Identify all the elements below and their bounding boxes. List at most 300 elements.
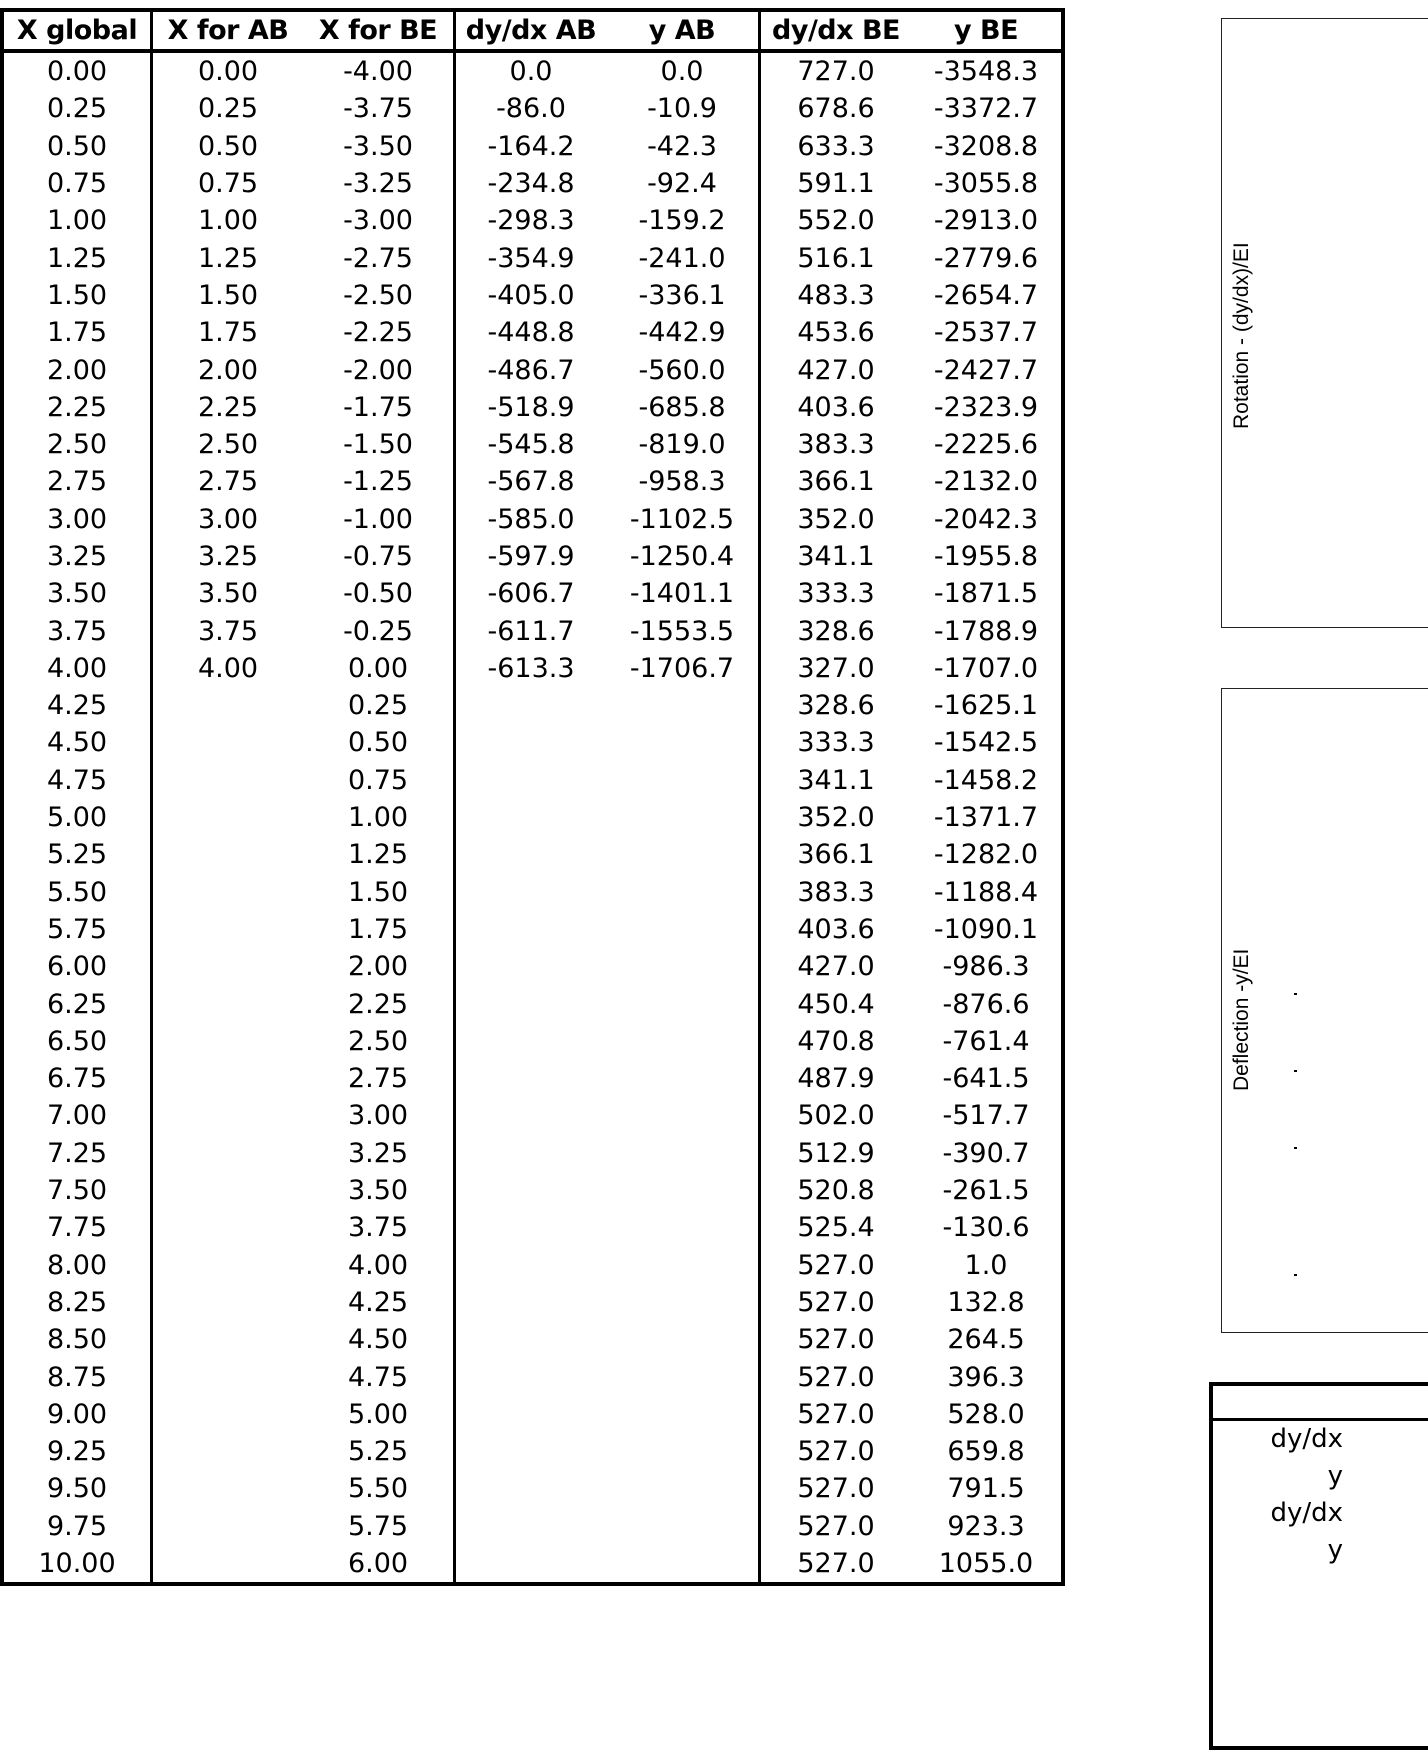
results-sheet bbox=[0, 8, 1065, 1586]
cell-y-be: 396.3 bbox=[911, 1358, 1063, 1395]
cell-x-be: 4.50 bbox=[347, 1324, 409, 1356]
cell-y-ab bbox=[606, 799, 760, 836]
cell-y-ab bbox=[606, 687, 760, 724]
axis-tick bbox=[1294, 1147, 1297, 1149]
cell-y-be: -3548.3 bbox=[911, 51, 1063, 90]
cell-dydx-be: 427.0 bbox=[760, 948, 912, 985]
cell-x-global: 1.00 bbox=[2, 202, 152, 239]
cell-x-ab: 0.00 bbox=[152, 51, 304, 90]
cell-dydx-be: 427.0 bbox=[760, 351, 912, 388]
cell-x-ab: 0.25 bbox=[152, 90, 304, 127]
cell-dydx-ab: -164.2 bbox=[455, 128, 607, 165]
axis-tick bbox=[1294, 993, 1297, 995]
cell-x-be: 1.00 bbox=[347, 802, 409, 834]
cell-y-ab bbox=[606, 1396, 760, 1433]
cell-x-be: 5.75 bbox=[347, 1510, 409, 1542]
cell-dydx-be: 527.0 bbox=[760, 1433, 912, 1470]
cell-y-ab: -159.2 bbox=[638, 205, 726, 237]
cell-x-ab bbox=[152, 1097, 304, 1134]
table-row bbox=[2, 575, 1063, 612]
header-y-ab: y AB bbox=[606, 10, 760, 51]
cell-y-ab bbox=[606, 1247, 760, 1284]
cell-x-be: -3.25 bbox=[343, 168, 413, 200]
deflection-table bbox=[0, 8, 1065, 1586]
cell-x-be: 1.25 bbox=[347, 839, 409, 871]
cell-dydx-be: 483.3 bbox=[760, 277, 912, 314]
cell-y-be: -1542.5 bbox=[911, 724, 1063, 761]
cell-x-be: 4.75 bbox=[347, 1361, 409, 1393]
table-row bbox=[2, 389, 1063, 426]
table-row bbox=[2, 985, 1063, 1022]
cell-x-global: 4.50 bbox=[2, 724, 152, 761]
cell-y-be: -1188.4 bbox=[911, 874, 1063, 911]
table-row bbox=[2, 1060, 1063, 1097]
cell-x-be: 2.75 bbox=[347, 1063, 409, 1095]
cell-x-ab: 3.00 bbox=[152, 501, 304, 538]
cell-x-global: 8.50 bbox=[2, 1321, 152, 1358]
table-row bbox=[2, 911, 1063, 948]
cell-dydx-ab bbox=[455, 1321, 607, 1358]
cell-dydx-ab: -234.8 bbox=[455, 165, 607, 202]
cell-x-global: 3.00 bbox=[2, 501, 152, 538]
cell-y-be: -3208.8 bbox=[911, 128, 1063, 165]
cell-x-global: 8.00 bbox=[2, 1247, 152, 1284]
cell-dydx-be: 403.6 bbox=[760, 389, 912, 426]
cell-dydx-ab: -585.0 bbox=[455, 501, 607, 538]
cell-y-be: 923.3 bbox=[911, 1508, 1063, 1545]
cell-x-be: -2.75 bbox=[343, 242, 413, 274]
table-row bbox=[2, 1321, 1063, 1358]
cell-y-be: -261.5 bbox=[911, 1172, 1063, 1209]
cell-y-ab bbox=[606, 911, 760, 948]
header-x-global: X global bbox=[2, 10, 152, 51]
cell-dydx-ab bbox=[455, 1284, 607, 1321]
summary-row-y: y bbox=[1327, 1461, 1343, 1491]
cell-x-global: 3.50 bbox=[2, 575, 152, 612]
cell-x-global: 9.25 bbox=[2, 1433, 152, 1470]
cell-x-global: 2.00 bbox=[2, 351, 152, 388]
cell-y-be: -876.6 bbox=[911, 985, 1063, 1022]
cell-x-be: 0.50 bbox=[347, 727, 409, 759]
cell-dydx-be: 333.3 bbox=[760, 724, 912, 761]
cell-y-be: -1625.1 bbox=[911, 687, 1063, 724]
cell-y-be: -2779.6 bbox=[911, 239, 1063, 276]
cell-dydx-be: 591.1 bbox=[760, 165, 912, 202]
cell-x-global: 9.00 bbox=[2, 1396, 152, 1433]
cell-x-be: -0.50 bbox=[343, 578, 413, 610]
table-row bbox=[2, 799, 1063, 836]
cell-x-be: 3.25 bbox=[347, 1137, 409, 1169]
table-row bbox=[2, 612, 1063, 649]
cell-dydx-ab bbox=[455, 799, 607, 836]
cell-y-ab: -819.0 bbox=[638, 429, 726, 461]
cell-x-ab bbox=[152, 911, 304, 948]
table-row bbox=[2, 538, 1063, 575]
cell-y-be: -390.7 bbox=[911, 1135, 1063, 1172]
cell-dydx-ab bbox=[455, 1209, 607, 1246]
cell-dydx-be: 527.0 bbox=[760, 1247, 912, 1284]
cell-dydx-be: 527.0 bbox=[760, 1508, 912, 1545]
table-row bbox=[2, 650, 1063, 687]
table-row bbox=[2, 165, 1063, 202]
cell-x-ab: 0.75 bbox=[152, 165, 304, 202]
cell-x-be: 5.25 bbox=[347, 1436, 409, 1468]
cell-y-ab: -336.1 bbox=[638, 279, 726, 311]
cell-x-ab bbox=[152, 1172, 304, 1209]
cell-y-ab bbox=[606, 1321, 760, 1358]
cell-dydx-ab bbox=[455, 985, 607, 1022]
cell-y-ab bbox=[606, 1097, 760, 1134]
cell-dydx-be: 352.0 bbox=[760, 799, 912, 836]
cell-y-ab: 0.0 bbox=[660, 56, 704, 88]
cell-dydx-be: 678.6 bbox=[760, 90, 912, 127]
cell-dydx-be: 470.8 bbox=[760, 1023, 912, 1060]
table-row bbox=[2, 90, 1063, 127]
cell-y-be: -641.5 bbox=[911, 1060, 1063, 1097]
cell-dydx-ab bbox=[455, 1060, 607, 1097]
cell-dydx-ab bbox=[455, 1508, 607, 1545]
cell-x-global: 1.75 bbox=[2, 314, 152, 351]
cell-x-be: -3.75 bbox=[343, 93, 413, 125]
cell-x-ab: 2.75 bbox=[152, 463, 304, 500]
cell-dydx-ab: -486.7 bbox=[455, 351, 607, 388]
cell-dydx-ab: -86.0 bbox=[455, 90, 607, 127]
table-row bbox=[2, 128, 1063, 165]
cell-dydx-ab bbox=[455, 762, 607, 799]
table-row bbox=[2, 948, 1063, 985]
cell-x-global: 7.25 bbox=[2, 1135, 152, 1172]
cell-dydx-ab bbox=[455, 687, 607, 724]
cell-x-global: 2.25 bbox=[2, 389, 152, 426]
cell-dydx-ab: 0.0 bbox=[455, 51, 607, 90]
cell-y-be: -1090.1 bbox=[911, 911, 1063, 948]
cell-x-be: 2.00 bbox=[347, 951, 409, 983]
cell-y-be: -2654.7 bbox=[911, 277, 1063, 314]
header-x-be: X for BE bbox=[303, 10, 455, 51]
cell-y-be: -2042.3 bbox=[911, 501, 1063, 538]
table-row bbox=[2, 762, 1063, 799]
cell-y-be: -1955.8 bbox=[911, 538, 1063, 575]
cell-dydx-ab: -518.9 bbox=[455, 389, 607, 426]
cell-dydx-be: 352.0 bbox=[760, 501, 912, 538]
cell-x-be: 4.25 bbox=[347, 1286, 409, 1318]
deflection-axis-label: Deflection -y/EI bbox=[1230, 948, 1253, 1091]
table-row bbox=[2, 1097, 1063, 1134]
table-row bbox=[2, 1135, 1063, 1172]
cell-dydx-ab bbox=[455, 1247, 607, 1284]
cell-x-be: -2.00 bbox=[343, 354, 413, 386]
table-row bbox=[2, 314, 1063, 351]
cell-y-ab bbox=[606, 836, 760, 873]
cell-y-be: -2427.7 bbox=[911, 351, 1063, 388]
cell-y-be: -2132.0 bbox=[911, 463, 1063, 500]
summary-row-y: y bbox=[1327, 1535, 1343, 1565]
cell-y-ab: -442.9 bbox=[638, 317, 726, 349]
cell-x-global: 6.50 bbox=[2, 1023, 152, 1060]
cell-x-ab bbox=[152, 1209, 304, 1246]
cell-x-ab bbox=[152, 799, 304, 836]
cell-y-ab: -1553.5 bbox=[629, 615, 735, 647]
cell-x-global: 8.75 bbox=[2, 1358, 152, 1395]
cell-dydx-be: 520.8 bbox=[760, 1172, 912, 1209]
header-y-be: y BE bbox=[911, 10, 1063, 51]
cell-dydx-be: 403.6 bbox=[760, 911, 912, 948]
table-body bbox=[2, 51, 1063, 1584]
cell-x-be: -3.50 bbox=[343, 130, 413, 162]
cell-x-ab bbox=[152, 836, 304, 873]
cell-y-ab bbox=[606, 1172, 760, 1209]
cell-y-be: 791.5 bbox=[911, 1470, 1063, 1507]
table-row bbox=[2, 426, 1063, 463]
cell-x-global: 3.75 bbox=[2, 612, 152, 649]
cell-y-ab bbox=[606, 1545, 760, 1584]
cell-dydx-be: 383.3 bbox=[760, 426, 912, 463]
cell-y-be: -2323.9 bbox=[911, 389, 1063, 426]
cell-y-be: -517.7 bbox=[911, 1097, 1063, 1134]
cell-x-ab bbox=[152, 1284, 304, 1321]
table-row bbox=[2, 724, 1063, 761]
cell-y-be: 528.0 bbox=[911, 1396, 1063, 1433]
table-row bbox=[2, 51, 1063, 90]
cell-x-ab: 0.50 bbox=[152, 128, 304, 165]
cell-y-ab: -42.3 bbox=[647, 130, 717, 162]
cell-x-global: 6.25 bbox=[2, 985, 152, 1022]
cell-x-global: 1.50 bbox=[2, 277, 152, 314]
cell-x-be: 3.00 bbox=[347, 1100, 409, 1132]
cell-y-be: 132.8 bbox=[911, 1284, 1063, 1321]
cell-y-be: -1458.2 bbox=[911, 762, 1063, 799]
cell-x-ab bbox=[152, 1433, 304, 1470]
cell-x-global: 4.00 bbox=[2, 650, 152, 687]
cell-y-ab: -685.8 bbox=[638, 391, 726, 423]
axis-tick bbox=[1294, 1274, 1297, 1276]
cell-x-ab bbox=[152, 1135, 304, 1172]
cell-dydx-be: 341.1 bbox=[760, 538, 912, 575]
table-row bbox=[2, 1358, 1063, 1395]
cell-dydx-ab bbox=[455, 1135, 607, 1172]
cell-dydx-ab bbox=[455, 1097, 607, 1134]
table-row bbox=[2, 463, 1063, 500]
cell-y-be: -130.6 bbox=[911, 1209, 1063, 1246]
cell-y-ab bbox=[606, 1358, 760, 1395]
table-row bbox=[2, 836, 1063, 873]
cell-y-ab bbox=[606, 874, 760, 911]
cell-x-ab: 3.50 bbox=[152, 575, 304, 612]
cell-dydx-ab bbox=[455, 911, 607, 948]
cell-x-global: 3.25 bbox=[2, 538, 152, 575]
cell-x-global: 9.75 bbox=[2, 1508, 152, 1545]
cell-x-be: -2.25 bbox=[343, 317, 413, 349]
cell-dydx-ab bbox=[455, 1358, 607, 1395]
cell-x-ab: 1.00 bbox=[152, 202, 304, 239]
cell-x-be: -0.75 bbox=[343, 541, 413, 572]
table-row bbox=[2, 1508, 1063, 1545]
cell-x-global: 0.50 bbox=[2, 128, 152, 165]
cell-x-ab bbox=[152, 1060, 304, 1097]
cell-x-ab bbox=[152, 1358, 304, 1395]
cell-dydx-be: 527.0 bbox=[760, 1545, 912, 1584]
table-row bbox=[2, 1172, 1063, 1209]
cell-dydx-be: 512.9 bbox=[760, 1135, 912, 1172]
cell-x-ab: 1.75 bbox=[152, 314, 304, 351]
cell-y-ab: -92.4 bbox=[647, 168, 717, 200]
cell-dydx-ab bbox=[455, 1545, 607, 1584]
cell-dydx-be: 527.0 bbox=[760, 1470, 912, 1507]
cell-dydx-ab: -567.8 bbox=[455, 463, 607, 500]
cell-y-be: -2537.7 bbox=[911, 314, 1063, 351]
cell-dydx-be: 502.0 bbox=[760, 1097, 912, 1134]
cell-x-global: 7.50 bbox=[2, 1172, 152, 1209]
cell-x-global: 0.75 bbox=[2, 165, 152, 202]
cell-dydx-ab bbox=[455, 874, 607, 911]
cell-dydx-ab bbox=[455, 1433, 607, 1470]
cell-x-be: 3.75 bbox=[347, 1212, 409, 1244]
cell-y-be: -1282.0 bbox=[911, 836, 1063, 873]
table-row bbox=[2, 1209, 1063, 1246]
cell-y-be: -1788.9 bbox=[911, 612, 1063, 649]
cell-y-be: 1.0 bbox=[911, 1247, 1063, 1284]
cell-x-be: -1.00 bbox=[343, 503, 413, 535]
cell-x-global: 10.00 bbox=[2, 1545, 152, 1584]
cell-dydx-ab bbox=[455, 724, 607, 761]
deflection-chart bbox=[1221, 688, 1428, 1333]
cell-dydx-ab bbox=[455, 1396, 607, 1433]
cell-y-be: -761.4 bbox=[911, 1023, 1063, 1060]
cell-x-be: 0.75 bbox=[347, 764, 409, 796]
cell-x-ab: 4.00 bbox=[152, 650, 304, 687]
cell-x-global: 5.75 bbox=[2, 911, 152, 948]
table-row bbox=[2, 1023, 1063, 1060]
cell-y-ab bbox=[606, 1470, 760, 1507]
rotation-chart bbox=[1221, 18, 1428, 628]
header-x-ab: X for AB bbox=[152, 10, 304, 51]
cell-x-ab bbox=[152, 1321, 304, 1358]
cell-dydx-ab: -545.8 bbox=[455, 426, 607, 463]
cell-y-be: -1371.7 bbox=[911, 799, 1063, 836]
cell-dydx-ab: -354.9 bbox=[455, 239, 607, 276]
cell-dydx-be: 366.1 bbox=[760, 836, 912, 873]
table-row bbox=[2, 1247, 1063, 1284]
cell-dydx-ab: -606.7 bbox=[455, 575, 607, 612]
cell-x-global: 9.50 bbox=[2, 1470, 152, 1507]
table-row bbox=[2, 1470, 1063, 1507]
table-row bbox=[2, 874, 1063, 911]
cell-x-be: 0.25 bbox=[347, 690, 409, 722]
cell-x-be: 1.75 bbox=[347, 913, 409, 945]
cell-y-ab bbox=[606, 1209, 760, 1246]
cell-dydx-be: 333.3 bbox=[760, 575, 912, 612]
cell-y-be: -3372.7 bbox=[911, 90, 1063, 127]
cell-y-be: -1871.5 bbox=[911, 575, 1063, 612]
cell-dydx-be: 487.9 bbox=[760, 1060, 912, 1097]
cell-x-ab: 2.00 bbox=[152, 351, 304, 388]
cell-x-global: 2.50 bbox=[2, 426, 152, 463]
cell-y-ab bbox=[606, 1284, 760, 1321]
cell-x-ab: 2.25 bbox=[152, 389, 304, 426]
cell-x-global: 1.25 bbox=[2, 239, 152, 276]
cell-dydx-ab bbox=[455, 1470, 607, 1507]
cell-x-be: -3.00 bbox=[343, 205, 413, 237]
cell-dydx-ab: -405.0 bbox=[455, 277, 607, 314]
cell-y-ab bbox=[606, 985, 760, 1022]
cell-dydx-be: 328.6 bbox=[760, 687, 912, 724]
cell-x-global: 5.25 bbox=[2, 836, 152, 873]
summary-row-dydx: dy/dx bbox=[1270, 1498, 1343, 1528]
cell-y-ab bbox=[606, 762, 760, 799]
cell-y-ab: -1401.1 bbox=[629, 578, 735, 610]
cell-y-ab: -241.0 bbox=[638, 242, 726, 274]
cell-y-be: -3055.8 bbox=[911, 165, 1063, 202]
cell-x-be: 6.00 bbox=[303, 1545, 455, 1584]
cell-y-be: 659.8 bbox=[911, 1433, 1063, 1470]
cell-x-be: -2.50 bbox=[343, 279, 413, 311]
summary-header bbox=[1213, 1386, 1428, 1421]
cell-y-ab: -1250.4 bbox=[629, 541, 735, 572]
cell-x-be: 0.00 bbox=[347, 652, 409, 684]
cell-x-ab bbox=[152, 1470, 304, 1507]
axis-tick bbox=[1294, 1070, 1297, 1072]
cell-dydx-be: 527.0 bbox=[760, 1321, 912, 1358]
cell-dydx-ab bbox=[455, 948, 607, 985]
cell-x-ab bbox=[152, 1023, 304, 1060]
cell-dydx-ab: -597.9 bbox=[455, 538, 607, 575]
table-row bbox=[2, 1284, 1063, 1321]
cell-x-global: 7.00 bbox=[2, 1097, 152, 1134]
cell-y-be: -2225.6 bbox=[911, 426, 1063, 463]
cell-dydx-ab: -448.8 bbox=[455, 314, 607, 351]
rotation-axis-label: Rotation - (dy/dx)/EI bbox=[1230, 242, 1253, 429]
cell-dydx-ab bbox=[455, 836, 607, 873]
cell-dydx-be: 527.0 bbox=[760, 1396, 912, 1433]
cell-dydx-be: 633.3 bbox=[760, 128, 912, 165]
table-header-row bbox=[2, 10, 1063, 51]
cell-x-ab bbox=[152, 948, 304, 985]
cell-y-ab: -1706.7 bbox=[629, 652, 735, 684]
cell-x-global: 8.25 bbox=[2, 1284, 152, 1321]
table-row bbox=[2, 1396, 1063, 1433]
cell-x-global: 2.75 bbox=[2, 463, 152, 500]
cell-x-global: 4.25 bbox=[2, 687, 152, 724]
cell-x-be: 1.50 bbox=[347, 876, 409, 908]
cell-x-global: 5.50 bbox=[2, 874, 152, 911]
cell-dydx-be: 727.0 bbox=[760, 51, 912, 90]
summary-table bbox=[1209, 1382, 1428, 1750]
cell-x-be: 2.25 bbox=[347, 988, 409, 1020]
cell-y-ab: -10.9 bbox=[647, 93, 717, 125]
cell-x-be: -4.00 bbox=[343, 56, 413, 88]
table-row bbox=[2, 687, 1063, 724]
cell-x-global: 6.00 bbox=[2, 948, 152, 985]
cell-x-ab bbox=[152, 1508, 304, 1545]
cell-x-be: 5.00 bbox=[347, 1398, 409, 1430]
cell-y-ab bbox=[606, 1060, 760, 1097]
table-row bbox=[2, 239, 1063, 276]
cell-dydx-be: 328.6 bbox=[760, 612, 912, 649]
cell-y-ab bbox=[606, 1135, 760, 1172]
cell-dydx-be: 552.0 bbox=[760, 202, 912, 239]
cell-dydx-be: 527.0 bbox=[760, 1358, 912, 1395]
cell-dydx-ab bbox=[455, 1023, 607, 1060]
cell-x-global: 5.00 bbox=[2, 799, 152, 836]
cell-x-be: -1.50 bbox=[343, 429, 413, 461]
cell-x-be: -1.75 bbox=[343, 391, 413, 423]
cell-x-ab bbox=[152, 724, 304, 761]
cell-x-ab bbox=[152, 762, 304, 799]
cell-dydx-be: 450.4 bbox=[760, 985, 912, 1022]
cell-x-global: 0.25 bbox=[2, 90, 152, 127]
header-dydx-be: dy/dx BE bbox=[760, 10, 912, 51]
cell-dydx-be: 527.0 bbox=[760, 1284, 912, 1321]
